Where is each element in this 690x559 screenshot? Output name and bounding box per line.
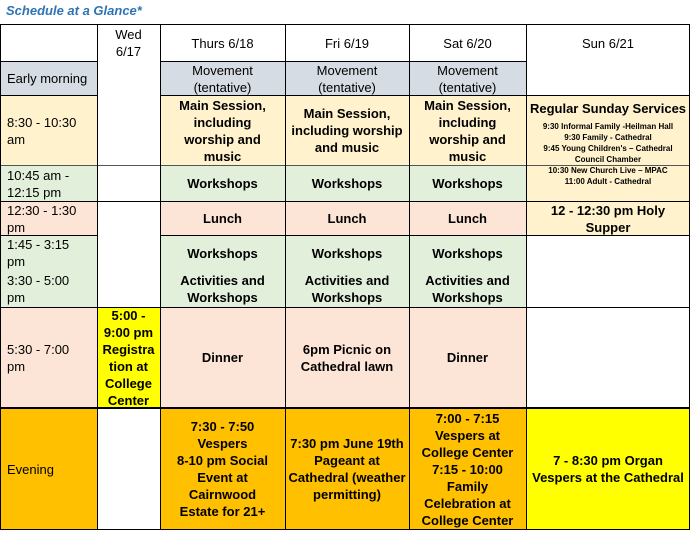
- sunday-services-list: 9:30 Informal Family -Heilman Hall 9:30 Family - Cathedral 9:45 Young Children's – Cathedral Council Chamber 10:30 New Church Live – MPAC 11:00 Adult - Cathedral: [542, 122, 674, 186]
- dinner-fri: 6pm Picnic on Cathedral lawn: [300, 341, 394, 374]
- evening-sat: 7:00 - 7:15 Vespers at College Center 7:15 - 10:00 Family Celebration at College Center: [421, 410, 514, 528]
- day-header-wed: Wed 6/17: [115, 27, 142, 59]
- workshops-pm-fri: Workshops: [311, 245, 383, 261]
- main-session-thu: Main Session, including worship and music: [179, 97, 266, 164]
- evening-thu: 7:30 - 7:50 Vespers 8-10 pm Social Event at Cairnwood Estate for 21+: [176, 419, 269, 519]
- evening-sun: 7 - 8:30 pm Organ Vespers at the Cathedral: [532, 453, 684, 485]
- time-evening: Evening: [7, 461, 54, 477]
- day-header-thu: Thurs 6/18: [191, 35, 254, 51]
- sunday-holy-supper: 12 - 12:30 pm Holy Supper: [550, 202, 666, 235]
- time-workshops-am: 10:45 am - 12:15 pm: [7, 167, 70, 200]
- grid-line: [97, 24, 98, 530]
- workshops-pm-thu: Workshops: [187, 245, 258, 261]
- movement-fri: Movement (tentative): [316, 62, 378, 95]
- grid-line: [0, 529, 690, 530]
- time-activities: 3:30 - 5:00 pm: [7, 272, 70, 305]
- activities-fri: Activities and Workshops: [304, 272, 390, 305]
- time-dinner: 5:30 - 7:00 pm: [7, 341, 70, 374]
- workshops-am-fri: Workshops: [311, 176, 383, 191]
- lunch-thu: Lunch: [203, 211, 242, 226]
- lunch-sat: Lunch: [448, 211, 487, 226]
- movement-sat: Movement (tentative): [437, 62, 498, 95]
- sunday-services-title: Regular Sunday Services: [529, 101, 687, 116]
- main-session-sat: Main Session, including worship and music: [424, 97, 511, 164]
- dinner-sat: Dinner: [446, 350, 489, 365]
- activities-thu: Activities and Workshops: [180, 272, 265, 305]
- time-early-morning: Early morning: [7, 71, 88, 86]
- main-session-fri: Main Session, including worship and music: [291, 106, 403, 155]
- movement-thu: Movement (tentative): [192, 62, 253, 95]
- day-header-sun: Sun 6/21: [581, 35, 635, 51]
- workshops-pm-sat: Workshops: [432, 245, 503, 261]
- time-main-session: 8:30 - 10:30 am: [7, 114, 77, 147]
- workshops-am-sat: Workshops: [432, 176, 503, 191]
- time-workshops-pm: 1:45 - 3:15 pm: [7, 237, 70, 269]
- day-header-sat: Sat 6/20: [443, 35, 492, 51]
- evening-fri: 7:30 pm June 19th Pageant at Cathedral (weather permitting): [288, 436, 406, 502]
- lunch-fri: Lunch: [327, 211, 367, 226]
- time-lunch: 12:30 - 1:30 pm: [7, 202, 77, 235]
- workshops-am-thu: Workshops: [187, 176, 258, 191]
- registration-wed: 5:00 - 9:00 pm Registra tion at College Center: [102, 307, 155, 408]
- page-title: Schedule at a Glance*: [6, 3, 142, 18]
- dinner-thu: Dinner: [201, 350, 244, 365]
- day-header-fri: Fri 6/19: [324, 35, 370, 51]
- activities-sat: Activities and Workshops: [425, 272, 510, 305]
